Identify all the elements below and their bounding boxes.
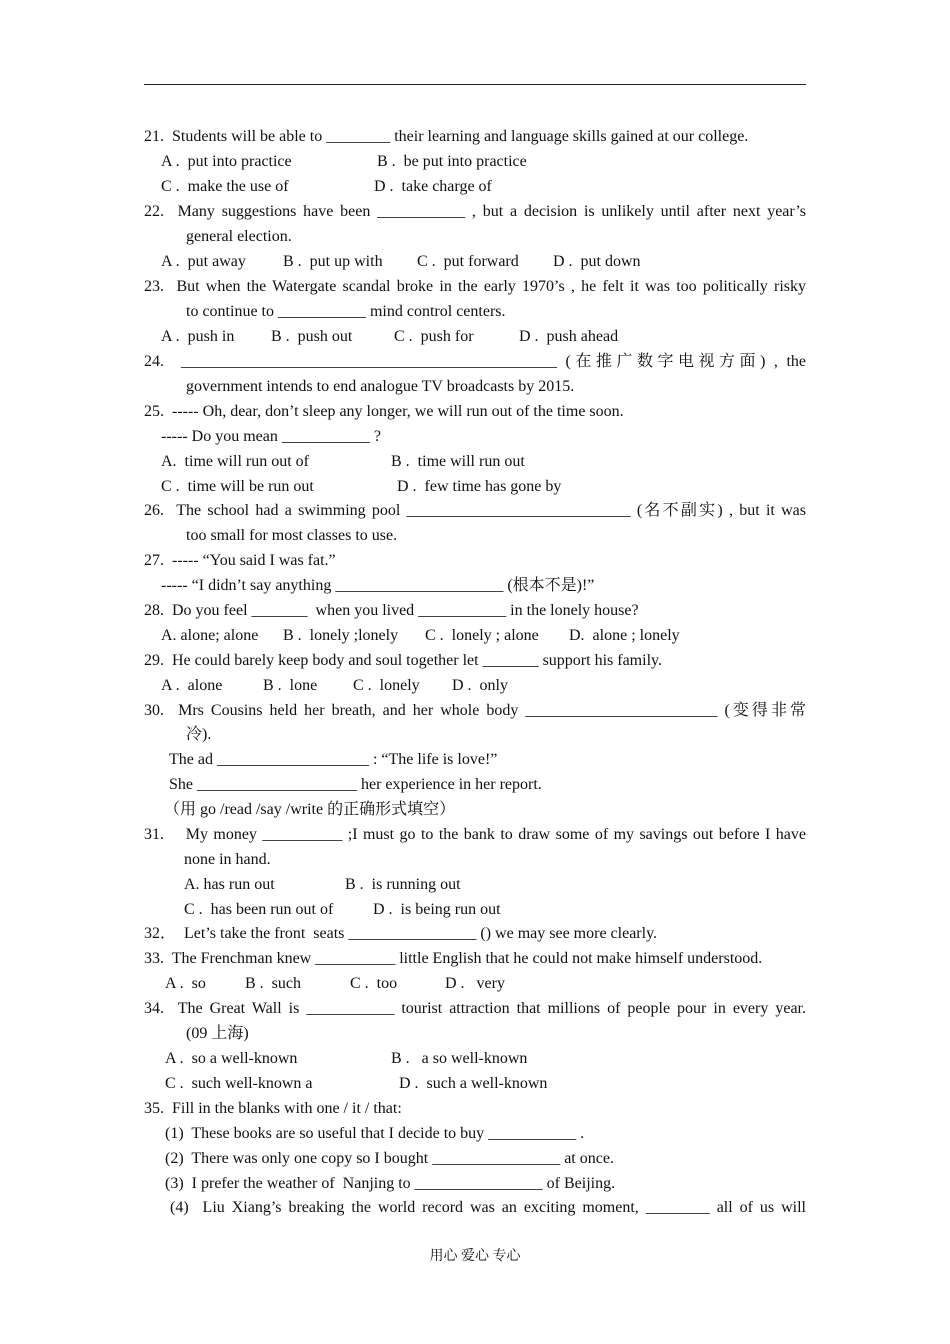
question-21-option-a[interactable]: A . put into practice <box>161 153 292 170</box>
question-26-stem: 26. The school had a swimming pool ____________________________ (名不副实) , but it was <box>144 502 806 519</box>
question-30-she-line: She ____________________ her experience in her report. <box>169 776 542 793</box>
question-22-option-c[interactable]: C . put forward <box>417 253 519 270</box>
question-25-option-a[interactable]: A. time will run out of <box>161 453 309 470</box>
question-22-stem-continued: general election. <box>186 228 292 245</box>
header-rule <box>144 84 806 85</box>
question-23-stem-continued: to continue to ___________ mind control centers. <box>186 303 506 320</box>
question-25-option-b[interactable]: B . time will run out <box>391 453 525 470</box>
question-31-stem-continued: none in hand. <box>184 851 271 868</box>
question-28-option-a[interactable]: A. alone; alone <box>161 627 259 644</box>
question-21-stem: 21. Students will be able to ________ their learning and language skills gained at our college. <box>144 128 749 145</box>
question-21-option-c[interactable]: C . make the use of <box>161 178 289 195</box>
question-24-stem-continued: government intends to end analogue TV broadcasts by 2015. <box>186 378 575 395</box>
question-29-stem: 29. He could barely keep body and soul together let _______ support his family. <box>144 652 662 669</box>
question-35-sentence-4: (4) Liu Xiang’s breaking the world record was an exciting moment, ________ all of us will <box>170 1199 806 1216</box>
question-24-stem: 24. _______________________________________________ (在推广数字电视方面) , the <box>144 353 806 370</box>
question-21-option-d[interactable]: D . take charge of <box>374 178 492 195</box>
question-22-option-b[interactable]: B . put up with <box>283 253 383 270</box>
question-30-stem-continued: 冷). <box>186 726 212 743</box>
page-footer: 用心 爱心 专心 <box>429 1249 521 1264</box>
question-31-option-b[interactable]: B . is running out <box>345 876 461 893</box>
question-33-option-d[interactable]: D . very <box>445 975 505 992</box>
question-35-sentence-2: (2) There was only one copy so I bought ________________ at once. <box>165 1150 614 1167</box>
question-28-option-c[interactable]: C . lonely ; alone <box>425 627 539 644</box>
question-32-stem: 32． Let’s take the front seats ________________ () we may see more clearly. <box>144 925 658 942</box>
question-25-option-c[interactable]: C . time will be run out <box>161 478 314 495</box>
question-25-option-d[interactable]: D . few time has gone by <box>397 478 562 495</box>
question-35-sentence-3: (3) I prefer the weather of Nanjing to ________________ of Beijing. <box>165 1175 616 1192</box>
question-21-option-b[interactable]: B . be put into practice <box>377 153 527 170</box>
question-26-stem-continued: too small for most classes to use. <box>186 527 398 544</box>
question-31-option-d[interactable]: D . is being run out <box>373 901 501 918</box>
question-31-stem: 31. My money __________ ;I must go to the bank to draw some of my savings out before I have <box>144 826 806 843</box>
question-33-option-c[interactable]: C . too <box>350 975 398 992</box>
question-28-option-d[interactable]: D. alone ; lonely <box>569 627 680 644</box>
question-23-option-b[interactable]: B . push out <box>271 328 353 345</box>
question-29-option-b[interactable]: B . lone <box>263 677 318 694</box>
question-34-option-a[interactable]: A . so a well-known <box>165 1050 298 1067</box>
question-31-option-a[interactable]: A. has run out <box>184 876 275 893</box>
question-28-stem: 28. Do you feel _______ when you lived ___________ in the lonely house? <box>144 602 639 619</box>
question-33-option-a[interactable]: A . so <box>165 975 206 992</box>
question-29-option-a[interactable]: A . alone <box>161 677 223 694</box>
question-29-option-c[interactable]: C . lonely <box>353 677 420 694</box>
question-35-stem: 35. Fill in the blanks with one / it / that: <box>144 1100 402 1117</box>
question-27-dialogue-line: ----- “I didn’t say anything _____________________ (根本不是)!” <box>161 577 595 594</box>
question-33-stem: 33. The Frenchman knew __________ little English that he could not make himself understood. <box>144 950 763 967</box>
question-34-option-c[interactable]: C . such well-known a <box>165 1075 313 1092</box>
question-27-stem: 27. ----- “You said I was fat.” <box>144 552 336 569</box>
question-35-sentence-1: (1) These books are so useful that I decide to buy ___________ . <box>165 1125 585 1142</box>
question-34-option-b[interactable]: B . a so well-known <box>391 1050 528 1067</box>
question-34-source: (09 上海) <box>186 1025 249 1042</box>
question-25-dialogue-line: ----- Do you mean ___________ ? <box>161 428 381 445</box>
question-23-option-a[interactable]: A . push in <box>161 328 235 345</box>
question-30-hint: （用 go /read /say /write 的正确形式填空） <box>164 801 456 818</box>
question-34-option-d[interactable]: D . such a well-known <box>399 1075 548 1092</box>
question-25-stem: 25. ----- Oh, dear, don’t sleep any longer, we will run out of the time soon. <box>144 403 624 420</box>
question-22-option-d[interactable]: D . put down <box>553 253 641 270</box>
question-31-option-c[interactable]: C . has been run out of <box>184 901 334 918</box>
question-22-option-a[interactable]: A . put away <box>161 253 246 270</box>
question-23-option-c[interactable]: C . push for <box>394 328 474 345</box>
question-34-stem: 34. The Great Wall is ___________ tourist attraction that millions of people pour in every year. <box>144 1000 806 1017</box>
question-28-option-b[interactable]: B . lonely ;lonely <box>283 627 399 644</box>
question-33-option-b[interactable]: B . such <box>245 975 301 992</box>
question-22-stem: 22. Many suggestions have been ___________ , but a decision is unlikely until after next year’s <box>144 203 806 220</box>
question-29-option-d[interactable]: D . only <box>452 677 508 694</box>
question-23-option-d[interactable]: D . push ahead <box>519 328 619 345</box>
question-23-stem: 23. But when the Watergate scandal broke in the early 1970’s , he felt it was too politically risky <box>144 278 806 295</box>
question-30-stem: 30. Mrs Cousins held her breath, and her whole body ________________________ (变得非常 <box>144 702 806 719</box>
question-30-ad-line: The ad ___________________ : “The life is love!” <box>169 751 498 768</box>
